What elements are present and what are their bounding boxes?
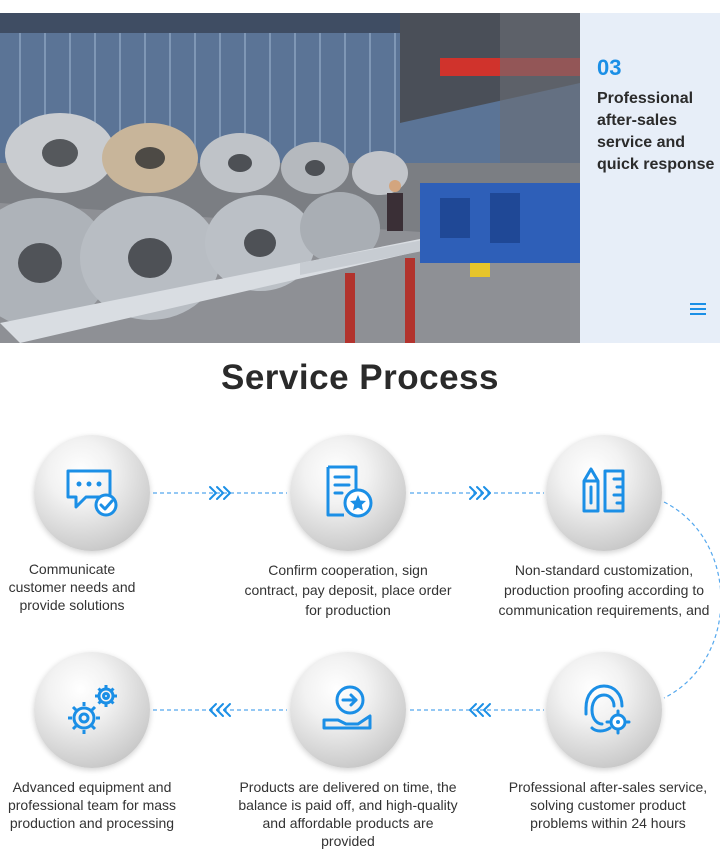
step-5-text: Products are delivered on time, the balance is paid off, and high-quality and affordable products are provided xyxy=(238,779,458,849)
chat-check-icon xyxy=(62,463,122,523)
step-4-circle xyxy=(546,652,662,768)
step-6-circle xyxy=(34,652,150,768)
step-2-text: Confirm cooperation, sign contract, pay deposit, place order for production xyxy=(244,562,452,618)
support-agent-icon xyxy=(574,680,634,740)
step-5-circle xyxy=(290,652,406,768)
step-3-text: Non-standard customization, production proofing according to communication requirements, and xyxy=(498,562,710,618)
step-1-text: Communicate customer needs and provide solutions xyxy=(8,561,136,613)
delivery-hand-icon xyxy=(318,680,378,740)
factory-illustration xyxy=(0,13,580,343)
hamburger-menu-icon[interactable] xyxy=(690,303,706,315)
contract-badge-icon xyxy=(318,463,378,523)
gears-icon xyxy=(62,680,122,740)
design-ruler-icon xyxy=(574,463,634,523)
hero-side-panel xyxy=(580,13,720,343)
slide-number: 03 xyxy=(597,55,622,80)
slide-caption: Professional after-sales service and quick response xyxy=(597,90,715,173)
step-3-circle xyxy=(546,435,662,551)
hero-banner xyxy=(0,0,720,343)
step-6-text: Advanced equipment and professional team for mass production and processing xyxy=(7,779,177,831)
factory-photo xyxy=(0,13,580,343)
step-4-text: Professional after-sales service, solving customer product problems within 24 hours xyxy=(508,779,708,831)
section-title: Service Process xyxy=(221,358,499,397)
step-1-circle xyxy=(34,435,150,551)
step-2-circle xyxy=(290,435,406,551)
